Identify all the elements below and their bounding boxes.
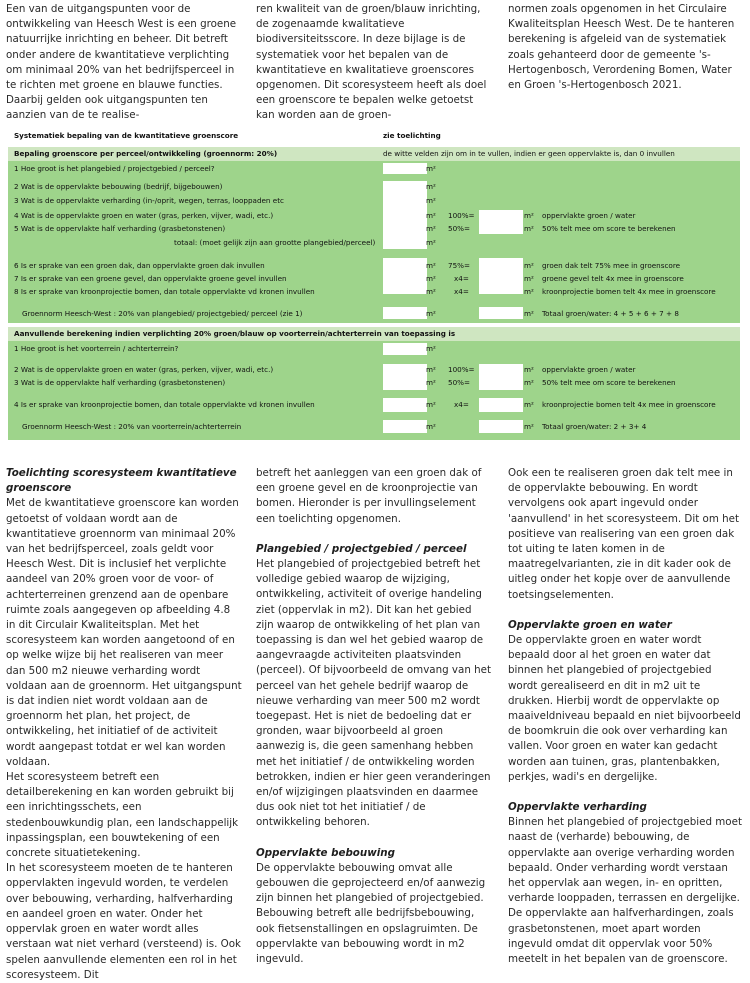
section-heading: Plangebied / projectgebied / perceel: [256, 542, 467, 555]
section-header: Bepaling groenscore per perceel/ontwikkeling (groennorm: 20%): [14, 149, 278, 158]
table-row: 2 Wat is de oppervlakte groen en water (gras, perken, vijver, wadi, etc.) m² 100%= m² oppervlakte groen / water: [14, 365, 636, 374]
section-heading: Oppervlakte bebouwing: [256, 846, 395, 859]
section-heading: Oppervlakte verharding: [508, 801, 647, 814]
table-row: 1 Hoe groot is het voorterrein / achterterrein? m²: [14, 344, 436, 353]
body-column-3: [508, 466, 744, 967]
table-row: Groennorm Heesch-West : 20% van voorterrein/achterterrein m² m² Totaal groen/water: 2 + 3+ 4: [22, 422, 647, 431]
table-row: 8 Is er sprake van kroonprojectie bomen, dan totale oppervlakte vd kronen invullen m² x4= m² kroonprojectie bomen telt 4x mee in groenscore: [14, 287, 716, 296]
body-paragraph: Ook een te realiseren groen dak telt mee in de oppervlakte bebouwing. En wordt vervolgens ook apart ingevuld onder 'aanvullend' in het scoresysteem. Dit om het positieve van realisering van een groen dak tot uiting te laten komen in de maatregelvarianten, zie in dit kader ook de uitleg onder het kopje over de aanvullende toetsingselementen.: [508, 467, 740, 601]
table-row: totaal: (moet gelijk zijn aan grootte plangebied/perceel) m²: [174, 238, 436, 247]
body-paragraph: Het scoresysteem betreft een detailberekening en kan worden gebruikt bij een inrichtingsschets, een stedenbouwkundig plan, een landschappelijk inpassingsplan, een bouwtekening of een concrete situatietekening.: [6, 771, 239, 860]
intro-paragraph: ren kwaliteit van de groen/blauw inrichting, de zogenaamde kwalitatieve biodiversiteitsscore. In deze bijlage is de systematiek voor het bepalen van de kwantitatieve en kwalitatieve groenscores opgenomen. Dit scoresysteem heeft als doel een groenscore te bepalen welke getoetst kan worden aan de groen-: [256, 3, 487, 122]
body-column-1: [6, 466, 242, 983]
section-heading: Oppervlakte groen en water: [508, 618, 672, 631]
table-title-note: zie toelichting: [383, 131, 441, 140]
table-row: 4 Wat is de oppervlakte groen en water (gras, perken, vijver, wadi, etc.) m² 100%= m² oppervlakte groen / water: [14, 211, 636, 220]
table-row: 5 Wat is de oppervlakte half verharding (grasbetonstenen) m² 50%= m² 50% telt mee om score te berekenen: [14, 224, 676, 233]
body-paragraph: Het plangebied of projectgebied betreft het volledige gebied waarop de wijziging, ontwikkeling, activiteit of overige handeling ziet (oppervlak in m2). Dit kan het gebied zijn waarop de ontwikkeling of het plan van toepassing is dan wel het gebied waarop de aangevraagde activiteiten plaatsvinden (perceel). Of bijvoorbeeld de omvang van het perceel van het gehele bedrijf waarop de nieuwe verharding van meer 500 m2 wordt toegepast. Het is niet de bedoeling dat er gronden, waar bijvoorbeeld al groen aanwezig is, die geen samenhang hebben met het initiatief / de ontwikkeling worden betrokken, indien er hier geen veranderingen en/of wijzigingen plaatsvinden en daarmee dus ook niet tot het initiatief / de ontwikkeling behoren.: [256, 558, 492, 829]
body-paragraph: Binnen het plangebied of projectgebied moet naast de (verharde) bebouwing, de oppervlakte aan overige verharding worden bepaald. Onder verharding wordt verstaan het oppervlak aan wegen, in- en opritten, verharde looppaden, terrassen en dergelijke. De oppervlakte aan halfverhardingen, zoals grasbetonstenen, moet apart worden ingevuld omdat dit oppervlak voor 50% meetelt in het bepalen van de groenscore.: [508, 816, 742, 966]
table-row: 3 Wat is de oppervlakte half verharding (grasbetonstenen) m² 50%= m² 50% telt mee om score te berekenen: [14, 378, 676, 387]
intro-column-1: [6, 2, 242, 124]
table-row: 1 Hoe groot is het plangebied / projectgebied / perceel? m²: [14, 164, 436, 173]
intro-column-2: [256, 2, 492, 124]
table-row: 2 Wat is de oppervlakte bebouwing (bedrijf, bijgebouwen) m²: [14, 182, 436, 191]
body-column-2: [256, 466, 492, 967]
intro-paragraph: Een van de uitgangspunten voor de ontwikkeling van Heesch West is een groene natuurrijke inrichting en beheer. Dit betreft onder andere de kwantitatieve verplichting om minimaal 20% van het bedrijfsperceel in te richten met groene en blauwe functies. Daarbij gelden ook uitgangspunten ten aanzien van de te realise-: [6, 3, 237, 122]
body-paragraph: De oppervlakte groen en water wordt bepaald door al het groen en water dat binnen het plangebied of projectgebied wordt gerealiseerd en dit in m2 uit te drukken. Hierbij wordt de oppervlakte op maaiveldniveau bepaald en niet bijvoorbeeld de boomkruin die ook over verharding kan vallen. Voor groen en water kan gedacht worden aan tuinen, gras, plantenbakken, perkjes, wadi's en dergelijke.: [508, 634, 741, 783]
section-note: de witte velden zijn om in te vullen, indien er geen oppervlakte is, dan 0 invullen: [383, 149, 675, 158]
body-paragraph: betreft het aanleggen van een groen dak of een groene gevel en de kroonprojectie van bomen. Hieronder is per invullingselement een toelichting opgenomen.: [256, 467, 482, 525]
intro-column-3: [508, 2, 744, 93]
section-heading: Toelichting scoresysteem kwantitatieve groenscore: [6, 467, 237, 495]
body-paragraph: In het scoresysteem moeten de te hanteren oppervlakten ingevuld worden, te verdelen over bebouwing, verharding, halfverharding en aandeel groen en water. Onder het oppervlak groen en water wordt alles verstaan wat niet verhard (versteend) is. Ook spelen aanvullende elementen een rol in het scoresysteem. Dit: [6, 862, 241, 981]
intro-paragraph: normen zoals opgenomen in het Circulaire Kwaliteitsplan Heesch West. De te hanteren berekening is afgeleid van de systematiek zoals gehanteerd door de gemeente 's-Hertogenbosch, Verordening Bomen, Water en Groen 's-Hertogenbosch 2021.: [508, 3, 735, 92]
table-row: 4 Is er sprake van kroonprojectie bomen, dan totale oppervlakte vd kronen invullen m² x4= m² kroonprojectie bomen telt 4x mee in groenscore: [14, 400, 716, 409]
table-row: 6 Is er sprake van een groen dak, dan oppervlakte groen dak invullen m² 75%= m² groen dak telt 75% mee in groenscore: [14, 261, 681, 270]
table-row: 7 Is er sprake van een groene gevel, dan oppervlakte groene gevel invullen m² x4= m² groene gevel telt 4x mee in groenscore: [14, 274, 684, 283]
table-title: Systematiek bepaling van de kwantitatieve groenscore: [14, 131, 239, 140]
table-row: Groennorm Heesch-West : 20% van plangebied/ projectgebied/ perceel (zie 1) m² m² Totaal groen/water: 4 + 5 + 6 + 7 + 8: [22, 309, 679, 318]
table-row: 3 Wat is de oppervlakte verharding (in-/oprit, wegen, terras, looppaden etc m²: [14, 196, 436, 205]
body-paragraph: De oppervlakte bebouwing omvat alle gebouwen die geprojecteerd en/of aanwezig zijn binnen het plangebied of projectgebied. Bebouwing betreft alle bedrijfsbebouwing, ook fietsenstallingen en opslagruimten. De oppervlakte van bebouwing wordt in m2 ingevuld.: [256, 861, 486, 966]
body-paragraph: Met de kwantitatieve groenscore kan worden getoetst of voldaan wordt aan de kwantitatieve groennorm van minimaal 20% van het bedrijfsperceel, zoals geldt voor Heesch West. Dit is inclusief het verplichte aandeel van 20% groen voor de voor- of achterterreinen grenzend aan de openbare ruimte zoals aangegeven op afbeelding 4.8 in dit Circulair Kwaliteitsplan. Met het scoresysteem kan worden aangetoond of en op welke wijze bij het realiseren van meer dan 500 m2 nieuwe verharding wordt voldaan aan de groennorm. Het uitgangspunt is dat indien niet wordt voldaan aan de groennorm het plan, het project, de ontwikkeling, het initiatief of de activiteit wordt aangepast totdat er wel kan worden voldaan.: [6, 497, 242, 768]
section-header: Aanvullende berekening indien verplichting 20% groen/blauw op voorterrein/achterterrein van toepassing is: [14, 329, 456, 338]
